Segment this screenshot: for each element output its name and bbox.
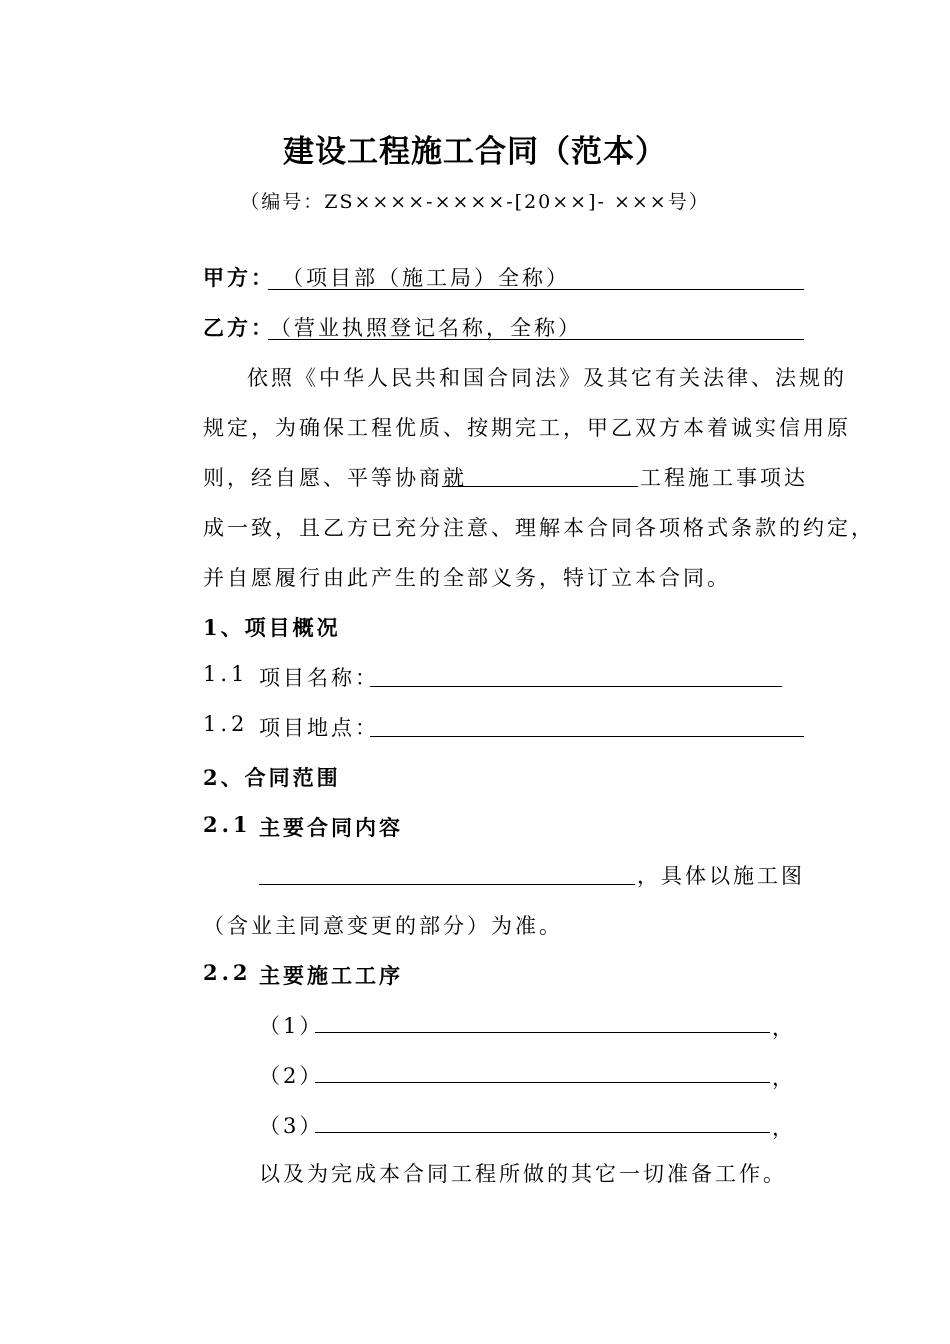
step-3-label: （3）: [259, 1114, 324, 1138]
party-a-value: （项目部（施工局）全称）: [282, 266, 570, 290]
preamble-line-3-end: 工程施工事项达: [640, 466, 808, 490]
closing-line: 以及为完成本合同工程所做的其它一切准备工作。: [259, 1162, 787, 1186]
section-2-heading: 2、合同范围: [203, 765, 341, 790]
step-2-field[interactable]: [315, 1060, 770, 1083]
contract-content-suffix: ，具体以施工图: [637, 864, 805, 888]
item-2-2-title: 主要施工工序: [259, 963, 403, 988]
step-1-comma: ，: [772, 1016, 796, 1040]
preamble-line-4: 成一致，且乙方已充分注意、理解本合同各项格式条款的约定，: [203, 516, 875, 540]
contract-content-field[interactable]: [259, 860, 635, 885]
document-title: 建设工程施工合同（范本）: [283, 134, 667, 170]
step-3-comma: ，: [772, 1116, 796, 1140]
party-b-field[interactable]: [268, 312, 804, 340]
item-1-1-number: 1.1: [203, 662, 249, 686]
preamble-line-1: 依照《中华人民共和国合同法》及其它有关法律、法规的: [247, 366, 847, 390]
section-1-heading: 1、项目概况: [203, 615, 341, 640]
step-3-field[interactable]: [315, 1110, 770, 1133]
party-a-field[interactable]: [268, 262, 804, 290]
project-name-field[interactable]: [370, 662, 782, 687]
item-2-1-title: 主要合同内容: [259, 815, 403, 840]
contract-content-line-2: （含业主同意变更的部分）为准。: [203, 914, 563, 938]
preamble-line-5: 并自愿履行由此产生的全部义务，特订立本合同。: [203, 566, 731, 590]
step-1-field[interactable]: [315, 1010, 770, 1033]
preamble-line-2: 规定，为确保工程优质、按期完工，甲乙双方本着诚实信用原: [203, 416, 851, 440]
party-b-label: 乙方：: [203, 315, 275, 340]
item-1-1-label: 项目名称：: [259, 666, 379, 690]
contract-number: （编号：ZS××××-××××-[20××]- ×××号）: [240, 191, 710, 213]
item-1-2-number: 1.2: [203, 712, 249, 736]
project-location-field[interactable]: [370, 712, 804, 737]
party-a-label: 甲方：: [203, 265, 275, 290]
step-2-label: （2）: [259, 1064, 324, 1088]
step-2-comma: ，: [772, 1066, 796, 1090]
party-b-value: （营业执照登记名称，全称）: [270, 316, 582, 340]
preamble-line-3-start: 则，经自愿、平等协商就: [203, 466, 467, 490]
step-1-label: （1）: [259, 1014, 324, 1038]
item-2-2-number: 2.2: [203, 960, 252, 985]
item-2-1-number: 2.1: [203, 812, 252, 837]
item-1-2-label: 项目地点：: [259, 716, 379, 740]
project-name-blank[interactable]: [442, 462, 638, 487]
